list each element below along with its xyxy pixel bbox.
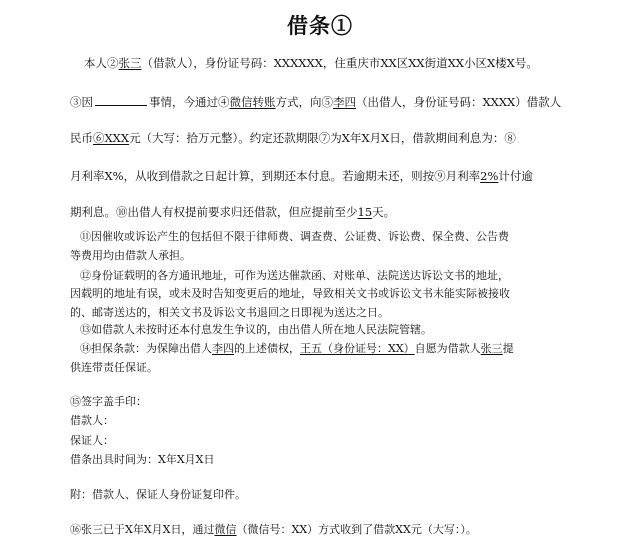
text-segment: 月利率X%，从收到借款之日起计算，到期还本付息。若逾期未还，则按⑨月利率: [70, 169, 481, 183]
clause-14-line-1: [80, 340, 514, 356]
clause-12-line-1: ⑫身份证载明的各方通讯地址，可作为送达催款函、对账单、法院送达诉讼文书的地址，: [80, 269, 509, 282]
lender-name: 李四: [333, 95, 356, 109]
text-segment: （出借人，身份证号码：XXXX）借款人: [356, 95, 562, 109]
interest-line: [70, 168, 533, 184]
overdue-rate: 2%: [480, 169, 499, 183]
document-title: 借条①: [287, 13, 353, 38]
text-segment: 本人②: [84, 56, 119, 70]
guarantor-signature: 保证人：: [70, 434, 114, 447]
borrower-signature: 借款人：: [70, 414, 114, 427]
signature-heading: ⑮签字盖手印：: [70, 395, 147, 408]
text-segment: 方式，向⑤: [275, 95, 333, 109]
text-segment: 民币: [70, 131, 93, 145]
amount-line: [70, 130, 516, 146]
clause-13: ⑬如借款人未按时还本付息发生争议的，由出借人所在地人民法院管辖。: [80, 323, 432, 336]
text-segment: ⑯张三已于X年X月X日，通过: [70, 523, 215, 536]
receipt-line: [70, 521, 477, 537]
borrower-line: [84, 55, 538, 71]
borrower-name: 张三: [480, 342, 503, 355]
clause-11-line-2: 等费用均由借款人承担。: [70, 249, 191, 262]
lender-name: 李四: [212, 342, 234, 355]
text-segment: 计付逾: [498, 169, 533, 183]
payment-method: 微信转账: [229, 95, 276, 109]
text-segment: （借款人），身份证号码：XXXXXX，住重庆市XX区XX街道XX小区X楼X号。: [141, 56, 538, 70]
receipt-method: 微信: [214, 523, 237, 536]
text-segment: 事情，今通过④: [149, 95, 230, 109]
attachment-note: 附：借款人、保证人身份证复印件。: [70, 488, 246, 501]
text-segment: ③因: [70, 95, 93, 109]
issue-date: 借条出具时间为：X年X月X日: [70, 453, 215, 466]
loan-amount: ⑥XXX: [93, 131, 130, 145]
clause-12-line-3: 的、邮寄送达的，相关文书及诉讼文书退回之日即视为送达之日。: [70, 306, 389, 319]
early-repayment-line: [70, 204, 395, 220]
text-segment: 的上述债权，: [234, 342, 300, 355]
text-segment: 元（大写：拾万元整）。约定还款期限⑦为X年X月X日，借款期间利息为：⑧: [129, 131, 516, 145]
clause-11-line-1: ⑪因催收或诉讼产生的包括但不限于律师费、调查费、公证费、诉讼费、保全费、公告费: [80, 230, 509, 243]
text-segment: ⑭担保条款：为保障出借人: [80, 342, 212, 355]
text-segment: 天。: [372, 205, 396, 219]
reason-line: [70, 94, 561, 110]
text-segment: 自愿为借款人: [414, 342, 481, 355]
guarantor-info: 王五（身份证号：XX）: [300, 342, 415, 355]
clause-12-line-2: 因载明的地址有误，或未及时告知变更后的地址，导致相关文书或诉讼文书未能实际被接收: [70, 287, 510, 300]
text-segment: （微信号：XX）方式收到了借款XX元（大写：）。: [236, 523, 477, 536]
reason-blank: [95, 94, 147, 106]
clause-14-line-2: 供连带责任保证。: [70, 361, 158, 374]
notice-days: 15: [357, 205, 373, 219]
text-segment: 期利息。⑩出借人有权提前要求归还借款，但应提前至少: [70, 205, 358, 219]
borrower-name: 张三: [118, 56, 142, 70]
text-segment: 提: [502, 342, 514, 355]
